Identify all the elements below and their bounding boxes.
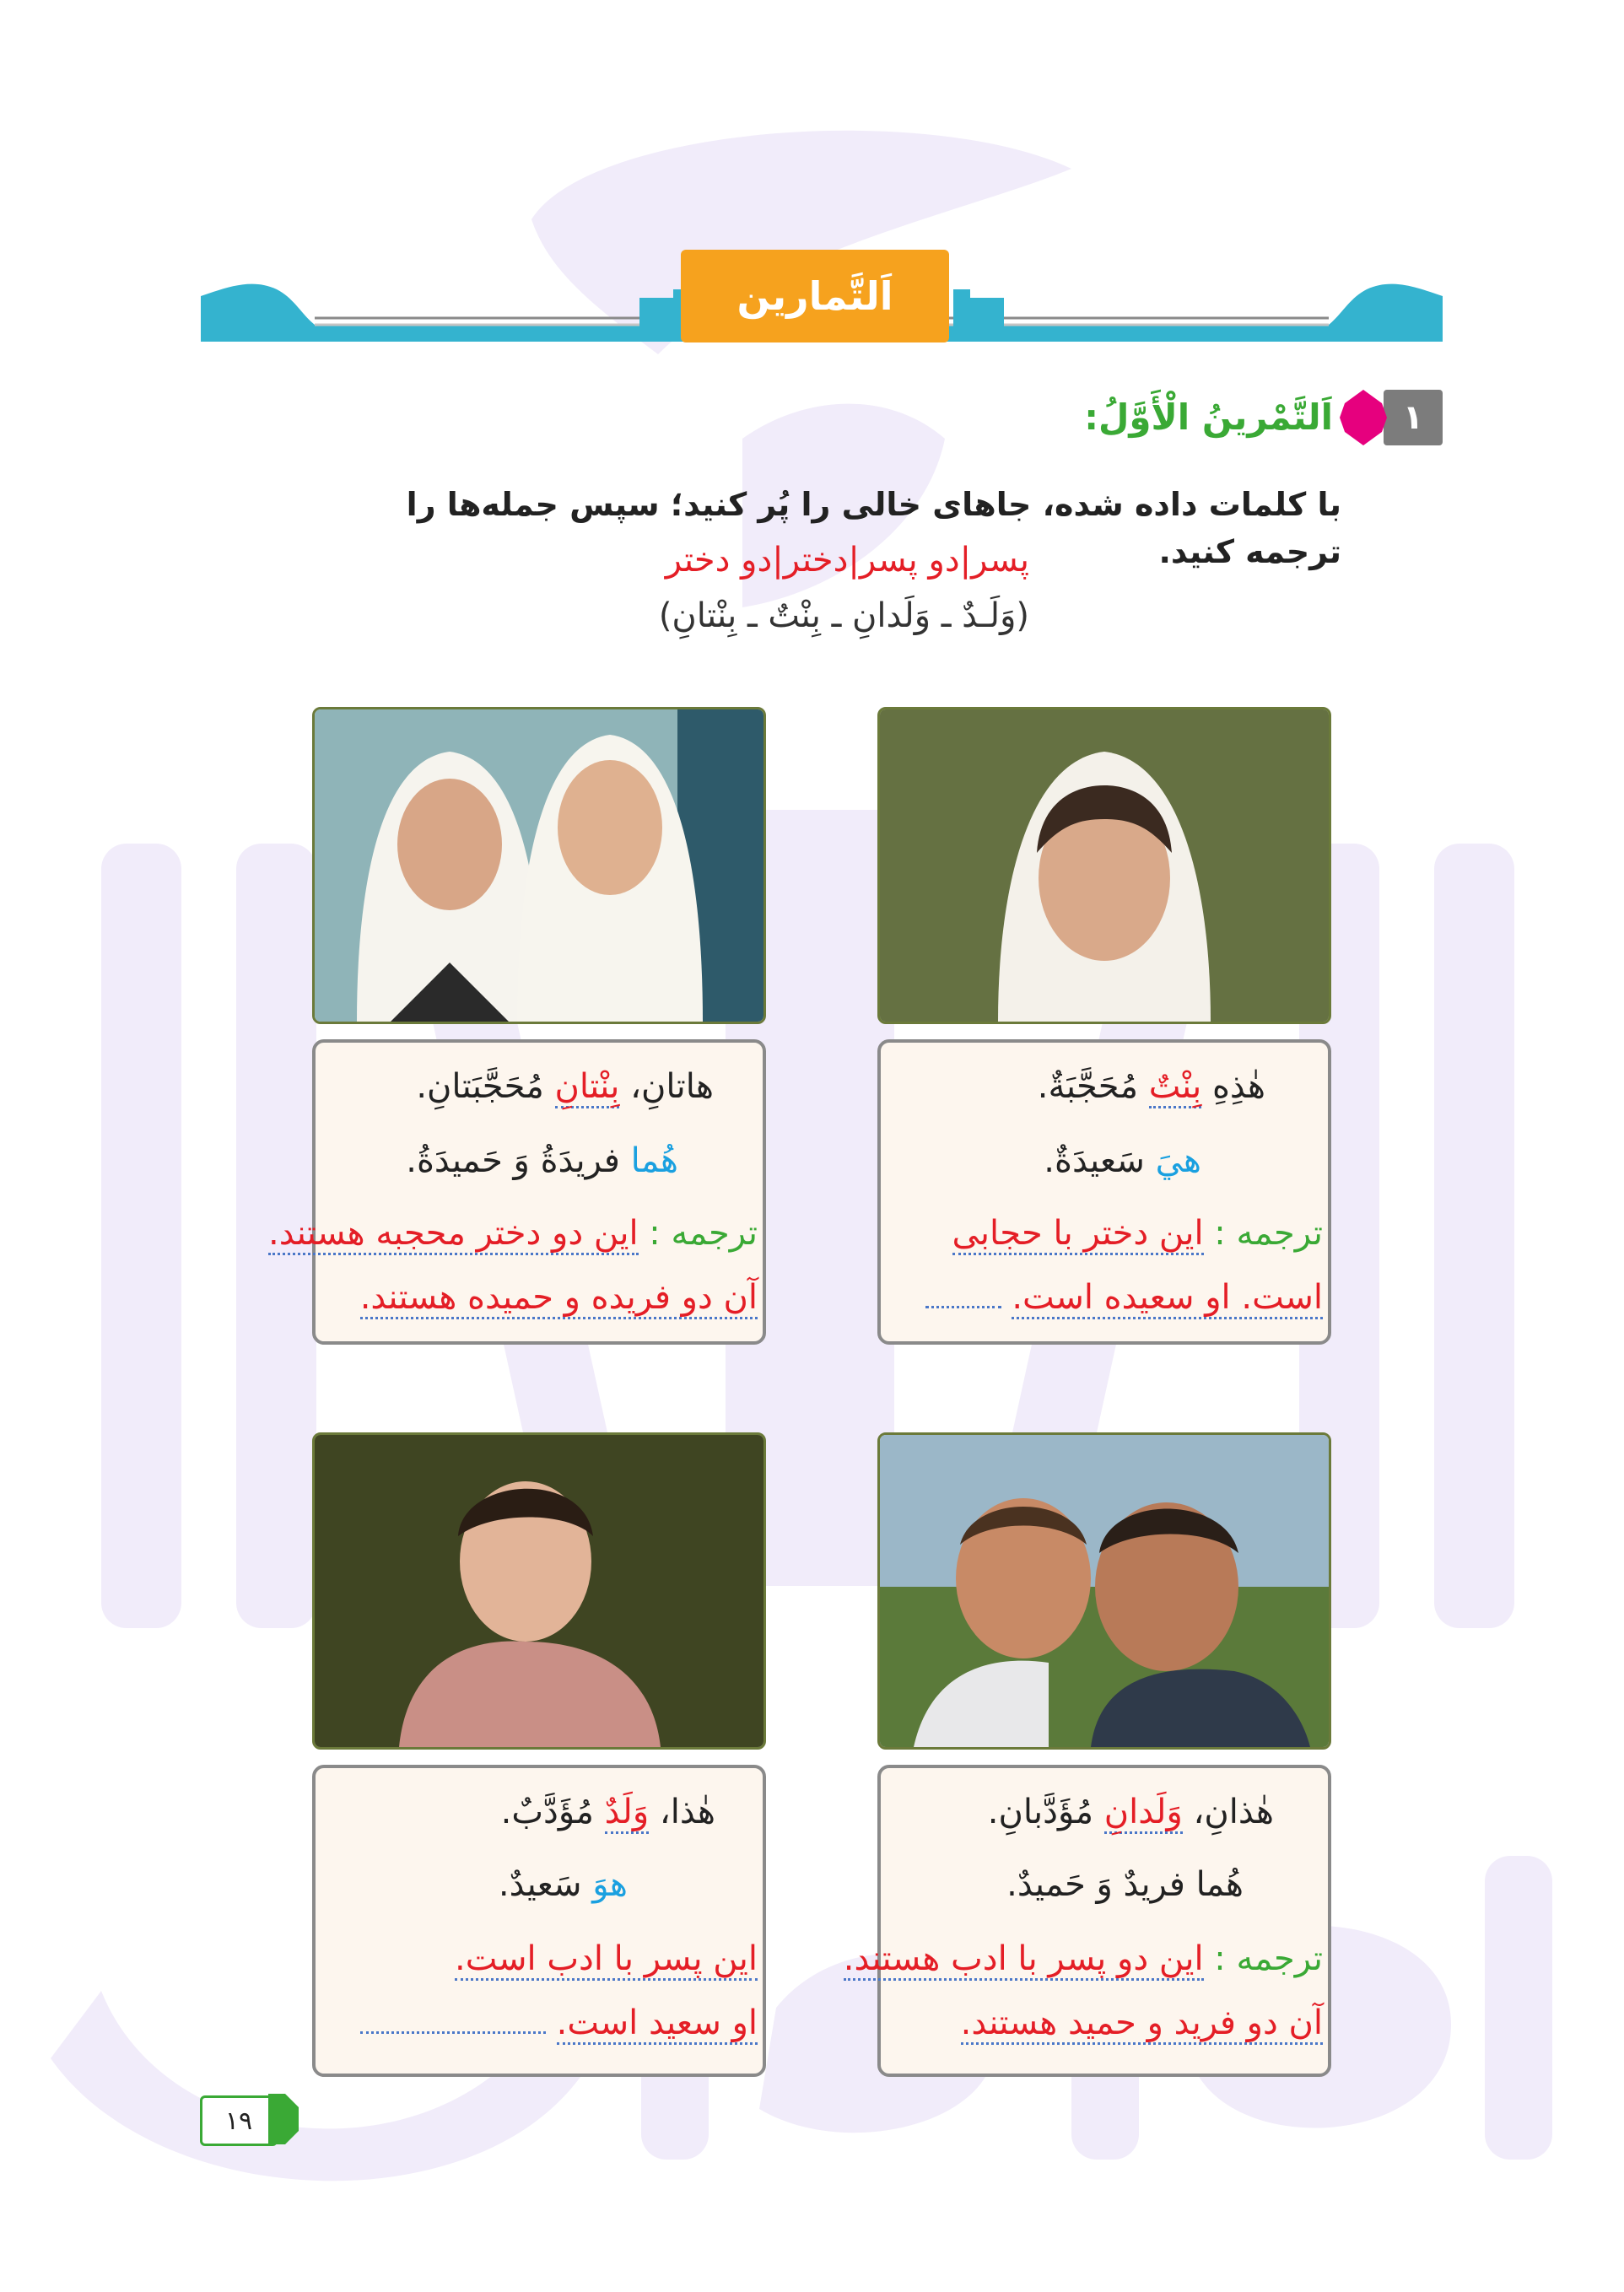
section-title: اَلتَّمارين (681, 250, 949, 342)
card2-translation-line2: آن دو فریده و حمیده هستند. (360, 1278, 758, 1319)
card2-answer-blank: بِنْتانِ (555, 1067, 620, 1108)
card3-adjective: مُؤَدَّبانِ. (987, 1793, 1094, 1831)
card2-translation-label: ترجمه : (649, 1214, 758, 1253)
card3-names: فريدٌ وَ حَميدٌ. (1006, 1865, 1185, 1904)
exercise-card-3 (843, 1765, 1331, 2077)
pink-flower-icon (1338, 388, 1389, 447)
two-girls-in-hijab-photo (312, 707, 766, 1024)
page-number: ١٩ (200, 2095, 278, 2146)
exercise-card-2 (268, 1039, 766, 1345)
two-boys-photo (877, 1432, 1331, 1750)
exercise-heading: اَلتَّمْرينُ الْأَوَّلُ: (1084, 396, 1333, 438)
card4-answer-blank: وَلَدٌ (605, 1793, 650, 1834)
card3-demonstrative: هٰذانِ، (1193, 1793, 1274, 1831)
exercise-card-1 (877, 1039, 1331, 1345)
card3-answer-blank: وَلَدانِ (1104, 1793, 1183, 1834)
card2-adjective: مُحَجَّبَتانِ. (416, 1067, 544, 1106)
exercise-number-badge: ١ (1384, 390, 1443, 445)
card2-demonstrative: هاتانِ، (630, 1067, 714, 1106)
card3-pronoun: هُما (1195, 1865, 1244, 1904)
green-tab-icon (268, 2094, 299, 2144)
card1-translation-label: ترجمه : (1214, 1214, 1323, 1253)
card1-blank-line (925, 1306, 1001, 1308)
boy-photo (312, 1432, 766, 1750)
exercise-card-4 (312, 1765, 766, 2077)
card1-translation-line2: است. او سعیده است. (1012, 1278, 1323, 1319)
card3-translation-line1: این دو پسر با ادب هستند. (844, 1939, 1204, 1981)
card3-translation-line2: آن دو فرید و حمید هستند. (961, 2003, 1323, 2045)
card4-adjective: مُؤَدَّبٌ. (500, 1793, 594, 1831)
card4-name: سَعيدٌ. (498, 1865, 582, 1904)
given-words: (وَلَـدٌ ـ وَلَدانِ ـ بِنْتٌ ـ بِنْتانِ) (658, 596, 1029, 635)
card1-name: سَعيدَةٌ. (1044, 1141, 1145, 1180)
card4-pronoun: هوَ (592, 1865, 628, 1904)
card1-translation-line1: این دختر با حجابی (952, 1214, 1204, 1255)
card4-blank-line (360, 2031, 546, 2034)
exercise-instruction: با کلمات داده شده، جاهای خالی را پُر کنید؛ سپس جمله‌ها را ترجمه کنید. (406, 486, 1341, 570)
card1-answer-blank: بِنْتٌ (1149, 1067, 1201, 1108)
answer-words: پسر|دو پسر|دختر|دو دختر (665, 541, 1029, 580)
card1-demonstrative: هٰذِهِ (1211, 1067, 1265, 1106)
card4-translation-line2: او سعید است. (557, 2003, 758, 2045)
card1-pronoun: هيَ (1155, 1141, 1201, 1180)
card3-translation-label: ترجمه : (1214, 1939, 1323, 1978)
card2-names: فريدَةُ وَ حَميدَةُ. (406, 1141, 620, 1180)
card4-demonstrative: هٰذا، (659, 1793, 715, 1831)
card2-translation-line1: این دو دختر محجبه هستند. (268, 1214, 639, 1255)
card1-adjective: مُحَجَّبَةٌ. (1037, 1067, 1139, 1106)
card4-translation-line1: این پسر با ادب است. (455, 1939, 758, 1981)
card2-pronoun: هُما (630, 1141, 678, 1180)
girl-in-hijab-photo (877, 707, 1331, 1024)
